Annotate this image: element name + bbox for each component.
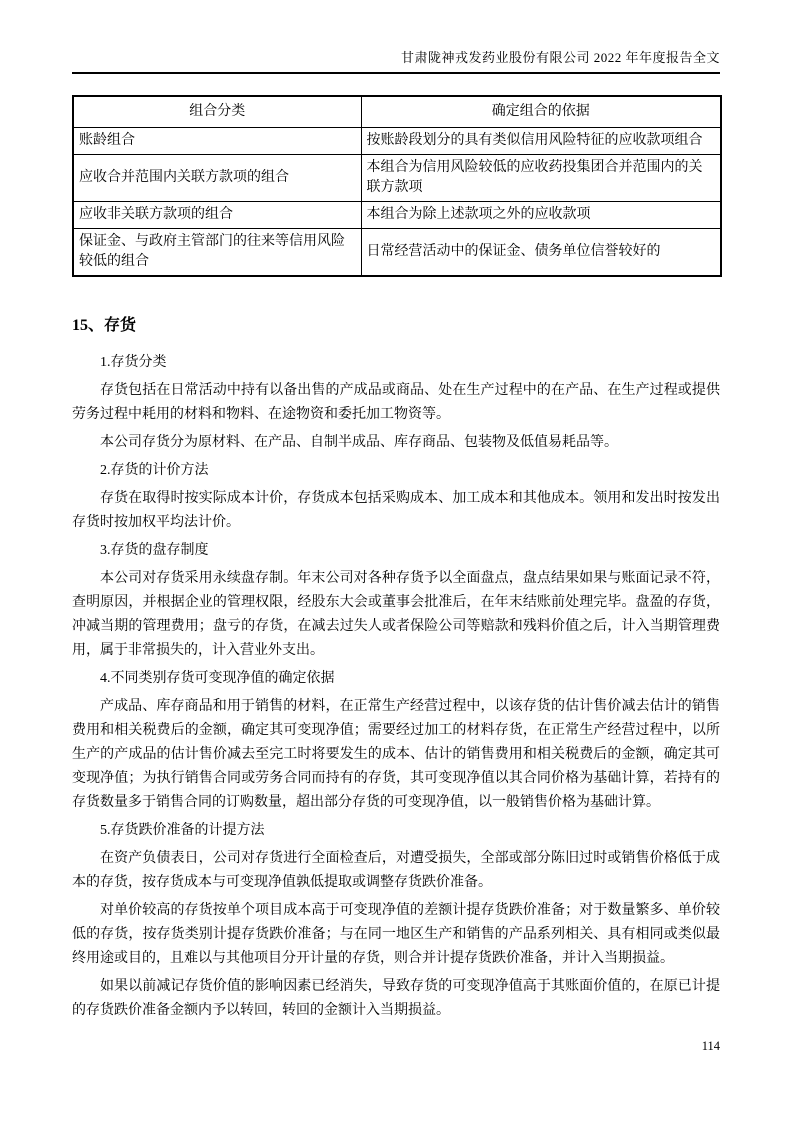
portfolio-basis-cell: 本组合为除上述款项之外的应收款项 [361,202,721,229]
paragraph: 如果以前减记存货价值的影响因素已经消失，导致存货的可变现净值高于其账面价值的，在原已计提的存货跌价准备金额内予以转回，转回的金额计入当期损益。 [72,979,720,1018]
paragraph: 2.存货的计价方法 [100,463,209,478]
table-row [73,202,721,229]
paragraph: 在资产负债表日，公司对存货进行全面检查后，对遭受损失，全部或部分陈旧过时或销售价格低于成本的存货，按存货成本与可变现净值孰低提取或调整存货跌价准备。 [72,851,720,890]
receivables-portfolio-table [72,95,722,277]
portfolio-class-cell: 应收合并范围内关联方款项的组合 [73,155,361,202]
header-divider [72,72,720,74]
portfolio-class-cell: 保证金、与政府主管部门的往来等信用风险较低的组合 [73,229,361,277]
table-row [73,128,721,155]
page-content [72,0,720,1027]
paragraph: 存货包括在日常活动中持有以备出售的产成品或商品、处在生产过程中的在产品、在生产过程或提供劳务过程中耗用的材料和物料、在途物资和委托加工物资等。 [72,383,720,422]
table-header-row [73,96,721,128]
section-paragraphs [72,351,720,1023]
paragraph: 存货在取得时按实际成本计价，存货成本包括采购成本、加工成本和其他成本。领用和发出时按发出存货时按加权平均法计价。 [72,491,720,530]
portfolio-basis-cell: 按账龄段划分的具有类似信用风险特征的应收款项组合 [361,128,721,155]
paragraph: 本公司对存货采用永续盘存制。年末公司对各种存货予以全面盘点，盘点结果如果与账面记录不符，查明原因，并根据企业的管理权限，经股东大会或董事会批准后，在年末结账前处理完毕。盘盈的存货，冲减当期的管理费用；盘亏的存货，在减去过失人或者保险公司等赔款和残料价值之后，计入当期管理费用，属于非常损失的，计入营业外支出。 [72,571,720,658]
col-header-portfolio-basis: 确定组合的依据 [361,96,721,128]
portfolio-basis-cell: 日常经营活动中的保证金、债务单位信誉较好的 [361,229,721,277]
portfolio-class-cell: 账龄组合 [73,128,361,155]
portfolio-class-cell: 应收非关联方款项的组合 [73,202,361,229]
report-header [72,0,720,66]
report-title: 甘肃陇神戎发药业股份有限公司 2022 年年度报告全文 [400,50,720,65]
paragraph: 1.存货分类 [100,355,167,370]
portfolio-basis-cell: 本组合为信用风险较低的应收药投集团合并范围内的关联方款项 [361,155,721,202]
section-heading-inventory: 15、存货 [72,317,137,334]
paragraph: 对单价较高的存货按单个项目成本高于可变现净值的差额计提存货跌价准备；对于数量繁多、单价较低的存货，按存货类别计提存货跌价准备；与在同一地区生产和销售的产品系列相关、具有相同或类似最终用途或目的，且难以与其他项目分开计量的存货，则合并计提存货跌价准备，并计入当期损益。 [72,903,720,966]
table-row [73,155,721,202]
table-body [73,128,721,277]
table-row [73,229,721,277]
page-number: 114 [701,1039,720,1053]
paragraph: 产成品、库存商品和用于销售的材料，在正常生产经营过程中，以该存货的估计售价减去估计的销售费用和相关税费后的金额，确定其可变现净值；需要经过加工的材料存货，在正常生产经营过程中，以所生产的产成品的估计售价减去至完工时将要发生的成本、估计的销售费用和相关税费后的金额，确定其可变现净值；为执行销售合同或劳务合同而持有的存货，其可变现净值以其合同价格为基础计算，若持有的存货数量多于销售合同的订购数量，超出部分存货的可变现净值，以一般销售价格为基础计算。 [72,699,720,810]
paragraph: 5.存货跌价准备的计提方法 [100,823,265,838]
paragraph: 4.不同类别存货可变现净值的确定依据 [100,671,335,686]
col-header-portfolio-class: 组合分类 [73,96,361,128]
paragraph: 3.存货的盘存制度 [100,543,209,558]
paragraph: 本公司存货分为原材料、在产品、自制半成品、库存商品、包装物及低值易耗品等。 [100,435,618,450]
